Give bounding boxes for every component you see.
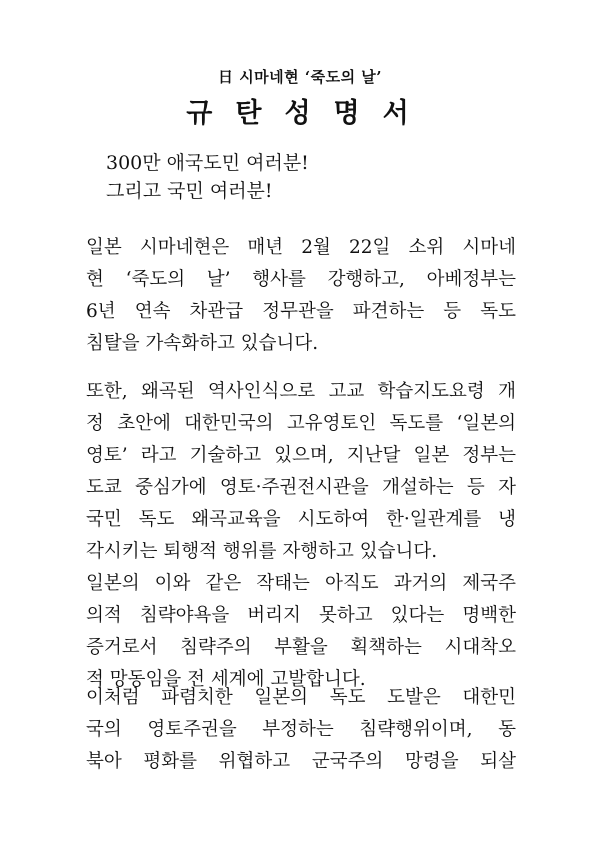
paragraph-line: 도쿄 중심가에 영토·주권전시관을 개설하는 등 자 — [86, 477, 516, 498]
greeting-line: 그리고 국민 여러분! — [106, 180, 273, 202]
paragraph-line: 각시키는 퇴행적 행위를 자행하고 있습니다. — [86, 541, 438, 562]
paragraph-line: 적 망동임을 전 세계에 고발합니다. — [86, 669, 366, 690]
paragraph-line: 현 ‘죽도의 날’ 행사를 강행하고, 아베정부는 — [86, 269, 516, 290]
paragraph-line: 의적 침략야욕을 버리지 못하고 있다는 명백한 — [86, 605, 516, 626]
paragraph-line: 일본의 이와 같은 작태는 아직도 과거의 제국주 — [86, 573, 516, 594]
paragraph-line: 또한, 왜곡된 역사인식으로 고교 학습지도요령 개 — [86, 381, 516, 402]
paragraph — [86, 376, 516, 568]
paragraph-line: 증거로서 침략주의 부활을 획책하는 시대착오 — [86, 637, 516, 658]
greeting-line: 300만 애국도민 여러분! — [106, 152, 309, 174]
paragraph-line: 국민 독도 왜곡교육을 시도하여 한·일관계를 냉 — [86, 509, 516, 530]
paragraph — [86, 682, 516, 778]
paragraph-line: 6년 연속 차관급 정무관을 파견하는 등 독도 — [86, 301, 516, 322]
paragraph — [86, 568, 516, 696]
paragraph-line: 국의 영토주권을 부정하는 침략행위이며, 동 — [86, 719, 516, 740]
paragraph-line: 이처럼 파렴치한 일본의 독도 도발은 대한민 — [86, 687, 516, 708]
paragraph-line: 정 초안에 대한민국의 고유영토인 독도를 ‘일본의 — [86, 413, 516, 434]
document-title: 규탄성명서 — [186, 98, 432, 129]
paragraph-line: 영토’ 라고 기술하고 있으며, 지난달 일본 정부는 — [86, 445, 516, 466]
paragraph-line: 일본 시마네현은 매년 2월 22일 소위 시마네 — [86, 237, 516, 258]
paragraph-line: 북아 평화를 위협하고 군국주의 망령을 되살 — [86, 751, 516, 772]
document-subtitle: 日 시마네현 ‘죽도의 날’ — [217, 68, 383, 86]
paragraph — [86, 232, 516, 360]
paragraph-line: 침탈을 가속화하고 있습니다. — [86, 333, 319, 354]
